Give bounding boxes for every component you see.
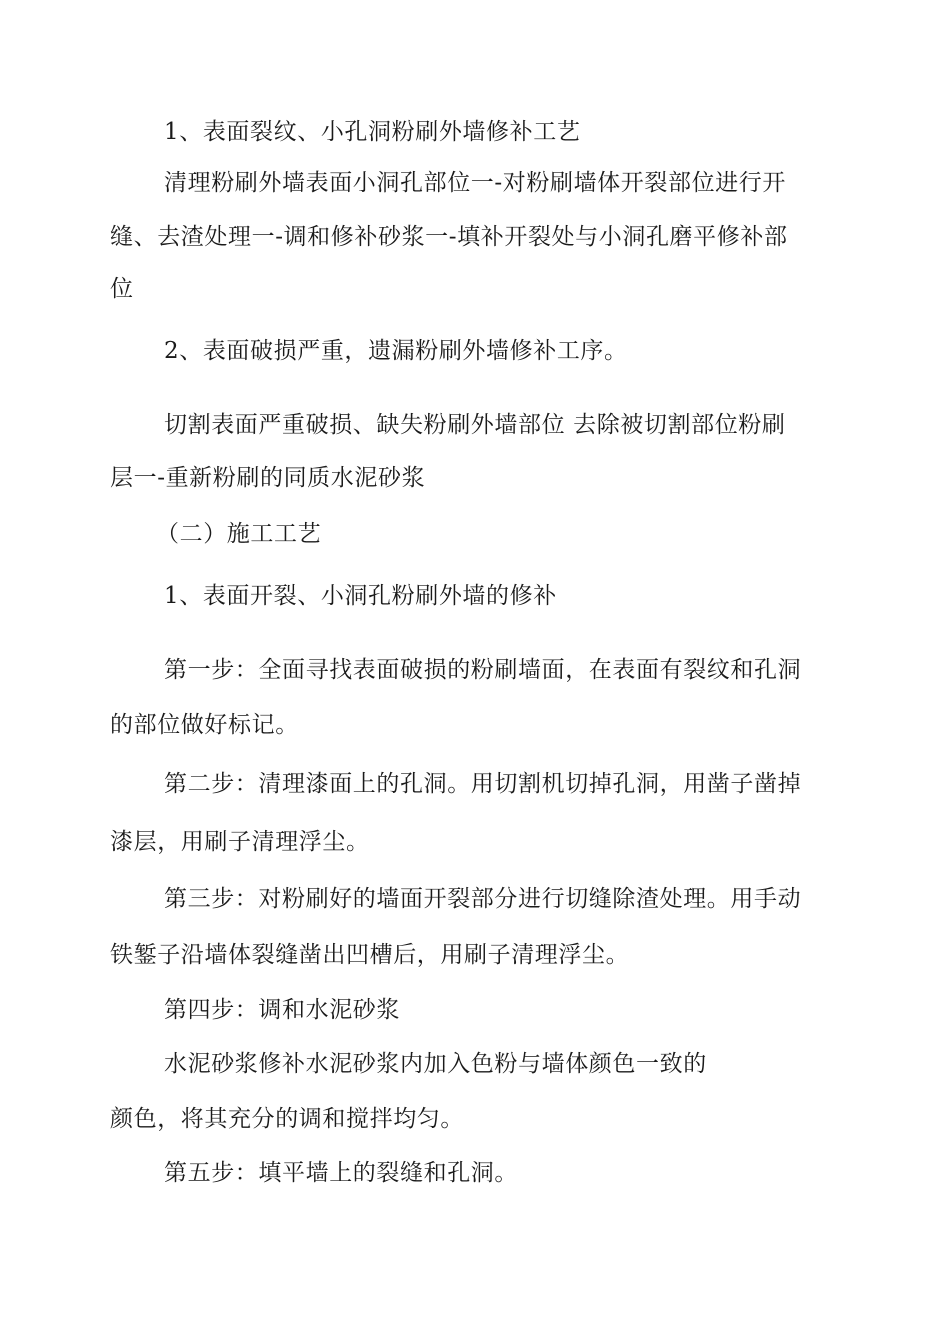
step-four-detail-line: 颜色，将其充分的调和搅拌均匀。: [110, 1106, 464, 1132]
step-four-line: 第四步：调和水泥砂浆: [164, 997, 400, 1023]
step-one-line: 第一步：全面寻找表面破损的粉刷墙面，在表面有裂纹和孔洞: [164, 657, 802, 683]
heading-surface-crack-repair: 1、表面裂纹、小孔洞粉刷外墙修补工艺: [164, 119, 581, 145]
step-three-line: 第三步：对粉刷好的墙面开裂部分进行切缝除渣处理。用手动: [164, 886, 802, 912]
paragraph-line: 位: [110, 276, 134, 302]
section-heading-construction-process: （二）施工工艺: [156, 521, 322, 547]
step-three-line: 铁錾子沿墙体裂缝凿出凹槽后，用刷子清理浮尘。: [110, 942, 630, 968]
step-five-line: 第五步：填平墙上的裂缝和孔洞。: [164, 1160, 518, 1186]
paragraph-line: 缝、去渣处理一-调和修补砂浆一-填补开裂处与小洞孔磨平修补部: [110, 224, 788, 250]
step-two-line: 第二步：清理漆面上的孔洞。用切割机切掉孔洞，用凿子凿掉: [164, 771, 802, 797]
paragraph-line: 切割表面严重破损、缺失粉刷外墙部位 去除被切割部位粉刷: [164, 412, 786, 438]
step-four-detail-line: 水泥砂浆修补水泥砂浆内加入色粉与墙体颜色一致的: [164, 1051, 707, 1077]
paragraph-line: 清理粉刷外墙表面小洞孔部位一-对粉刷墙体开裂部位进行开: [164, 170, 786, 196]
paragraph-line: 层一-重新粉刷的同质水泥砂浆: [110, 465, 426, 491]
heading-crack-hole-repair: 1、表面开裂、小洞孔粉刷外墙的修补: [164, 583, 557, 609]
step-two-line: 漆层，用刷子清理浮尘。: [110, 829, 370, 855]
step-one-line: 的部位做好标记。: [110, 712, 299, 738]
heading-severe-damage-repair: 2、表面破损严重，遗漏粉刷外墙修补工序。: [164, 338, 628, 364]
